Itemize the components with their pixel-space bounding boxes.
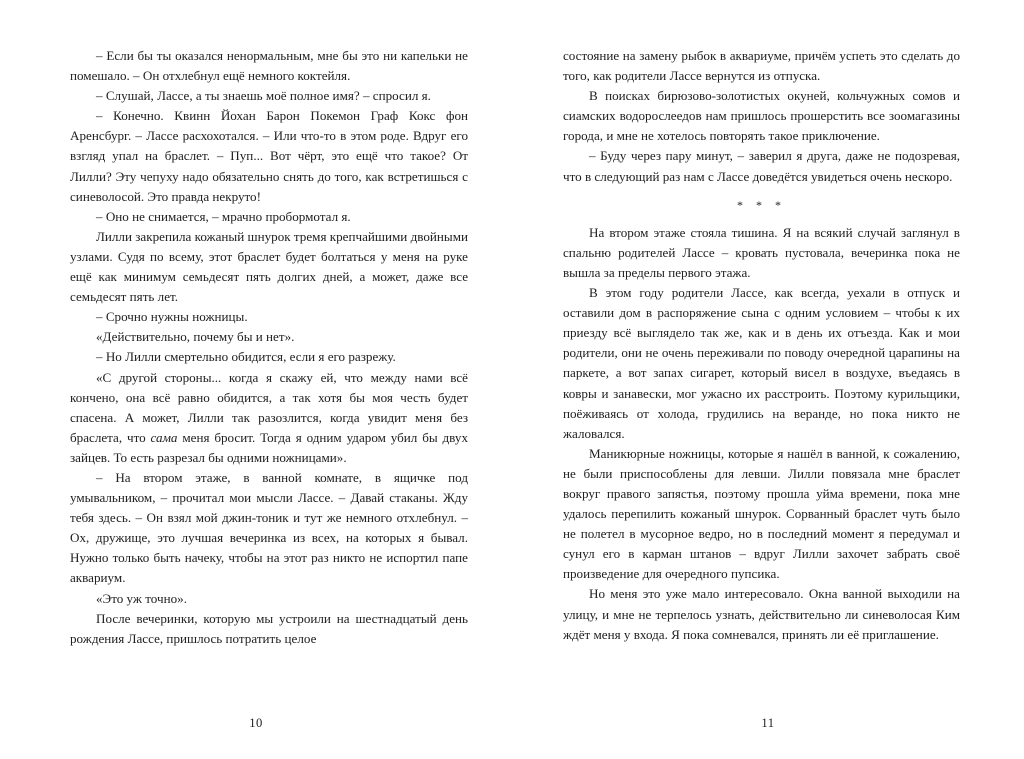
paragraph: Маникюрные ножницы, которые я нашёл в ванной, к сожалению, не были приспособлены для левши. Лилли повязала мне браслет вокруг правого запястья, поэтому прошла уйма времени, пока мне удалось перепилить кожаный шнурок. Сорванный браслет чуть было не полетел в мусорное ведро, но в последний момент я передумал и сунул его в карман штанов – вдруг Лилли захочет забрать своё произведение для очередного пупсика. <box>563 445 960 582</box>
paragraph: «Действительно, почему бы и нет». <box>96 329 295 345</box>
page-number-right: 11 <box>761 716 775 730</box>
section-break-separator: * * * <box>737 197 786 212</box>
paragraph: «Это уж точно». <box>96 590 187 606</box>
paragraph: состояние на замену рыбок в аквариуме, причём успеть это сделать до того, как родители Лассе вернутся из отпуска. <box>563 48 960 84</box>
emphasized-word: сама <box>150 429 178 445</box>
paragraph: На втором этаже стояла тишина. Я на всякий случай заглянул в спальню родителей Лассе – кровать пустовала, вечеринка пока не вышла за пределы первого этажа. <box>563 224 960 280</box>
right-page <box>512 0 1024 759</box>
paragraph-text-before: «С другой стороны... когда я скажу ей, что между нами всё кончено, она всё равно обидится, а так хотя бы моя честь будет спасена. А может, Лилли так разозлится, когда увидит меня без браслета, что <box>70 369 468 445</box>
paragraph: – На втором этаже, в ванной комнате, в ящичке под умывальником, – прочитал мои мысли Лассе. – Давай стаканы. Жду тебя здесь. – Он взял мой джин-тоник и тут же немного отхлебнул. – Ох, дружище, это лучшая вечеринка из всех, на которых я бывал. Нужно только быть начеку, чтобы на этот раз никто не испортил папе аквариум. <box>70 469 468 586</box>
paragraph: – Буду через пару минут, – заверил я друга, даже не подозревая, что в следующий раз нам с Лассе доведётся увидеться очень нескоро. <box>563 148 960 184</box>
paragraph: – Но Лилли смертельно обидится, если я его разрежу. <box>96 349 396 365</box>
paragraph: – Оно не снимается, – мрачно пробормотал я. <box>96 208 351 224</box>
paragraph: После вечеринки, которую мы устроили на шестнадцатый день рождения Лассе, пришлось потратить целое <box>70 610 468 646</box>
page-number-left: 10 <box>249 716 263 730</box>
paragraph: Но меня это уже мало интересовало. Окна ванной выходили на улицу, и мне не терпелось узнать, действительно ли синеволосая Ким ждёт меня у входа. Я пока сомневался, принять ли её приглашение. <box>563 586 960 642</box>
paragraph: – Если бы ты оказался ненормальным, мне бы это ни капельки не помешало. – Он отхлебнул ещё немного коктейля. <box>70 48 468 84</box>
right-page-text-column <box>563 46 960 645</box>
paragraph: – Слушай, Лассе, а ты знаешь моё полное имя? – спросил я. <box>96 88 431 104</box>
paragraph-with-emphasis <box>70 368 468 468</box>
paragraph: В этом году родители Лассе, как всегда, уехали в отпуск и оставили дом в распоряжение сына с одним условием – чтобы к их приезду всё выглядело так же, как и в день их отъезда. Как и мои родители, они не очень переживали по поводу очередной царапины на паркете, а вот запах сигарет, который висел в воздухе, въедаясь в ковры и занавески, мог ужасно их расстроить. Поэтому курильщики, поёживаясь от холода, грудились на веранде, но пока никто не жаловался. <box>563 285 960 441</box>
left-page-text-column <box>70 46 468 649</box>
paragraph-text-after: меня бросит. Тогда я одним ударом убил бы двух зайцев. То есть разрезал бы одними ножницами». <box>70 429 468 465</box>
paragraph: Лилли закрепила кожаный шнурок тремя крепчайшими двойными узлами. Судя по всему, этот браслет будет болтаться у меня на руке ещё как минимум семьдесят пять долгих дней, а может, даже все семьдесят пять лет. <box>70 228 468 305</box>
paragraph: – Срочно нужны ножницы. <box>96 309 248 325</box>
paragraph: В поисках бирюзово-золотистых окуней, кольчужных сомов и сиамских водорослеедов нам пришлось прошерстить все зоомагазины города, и мне не хотелось повторять такое приключение. <box>563 88 960 144</box>
paragraph: – Конечно. Квинн Йохан Барон Покемон Граф Кокс фон Аренсбург. – Лассе расхохотался. – Или что-то в этом роде. Вдруг его взгляд упал на браслет. – Пуп... Вот чёрт, это ещё что такое? От Лилли? Эту чепуху надо обязательно снять до того, как встретишься с синеволосой. Это правда некруто! <box>70 108 468 204</box>
